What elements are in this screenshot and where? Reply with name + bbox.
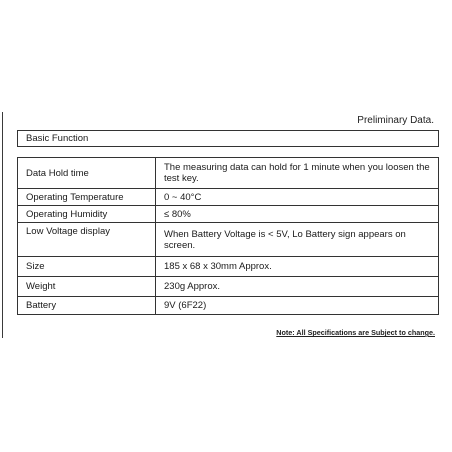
table-row [18,158,439,189]
spec-value: The measuring data can hold for 1 minute when you loosen the test key. [156,158,439,189]
spec-value: 230g Approx. [156,277,439,297]
spec-value: 185 x 68 x 30mm Approx. [156,257,439,277]
preliminary-data-label: Preliminary Data. [357,115,434,126]
section-title-box [17,130,439,147]
specifications-change-note: Note: All Specifications are Subject to change. [276,328,435,337]
spec-value: When Battery Voltage is < 5V, Lo Battery sign appears on screen. [156,223,439,257]
spec-label: Operating Temperature [18,189,156,206]
table-row [18,277,439,297]
spec-value: 9V (6F22) [156,297,439,315]
table-row [18,257,439,277]
spec-label: Battery [18,297,156,315]
table-row [18,206,439,223]
spec-value: ≤ 80% [156,206,439,223]
table-row [18,189,439,206]
spec-value: 0 ~ 40°C [156,189,439,206]
spec-label: Data Hold time [18,158,156,189]
table-row [18,223,439,257]
section-title: Basic Function [26,133,89,144]
spec-label: Size [18,257,156,277]
spec-label: Operating Humidity [18,206,156,223]
spec-label: Low Voltage display [18,223,156,257]
spec-label: Weight [18,277,156,297]
specifications-table [17,157,439,315]
page-left-rule [2,112,3,338]
table-row [18,297,439,315]
